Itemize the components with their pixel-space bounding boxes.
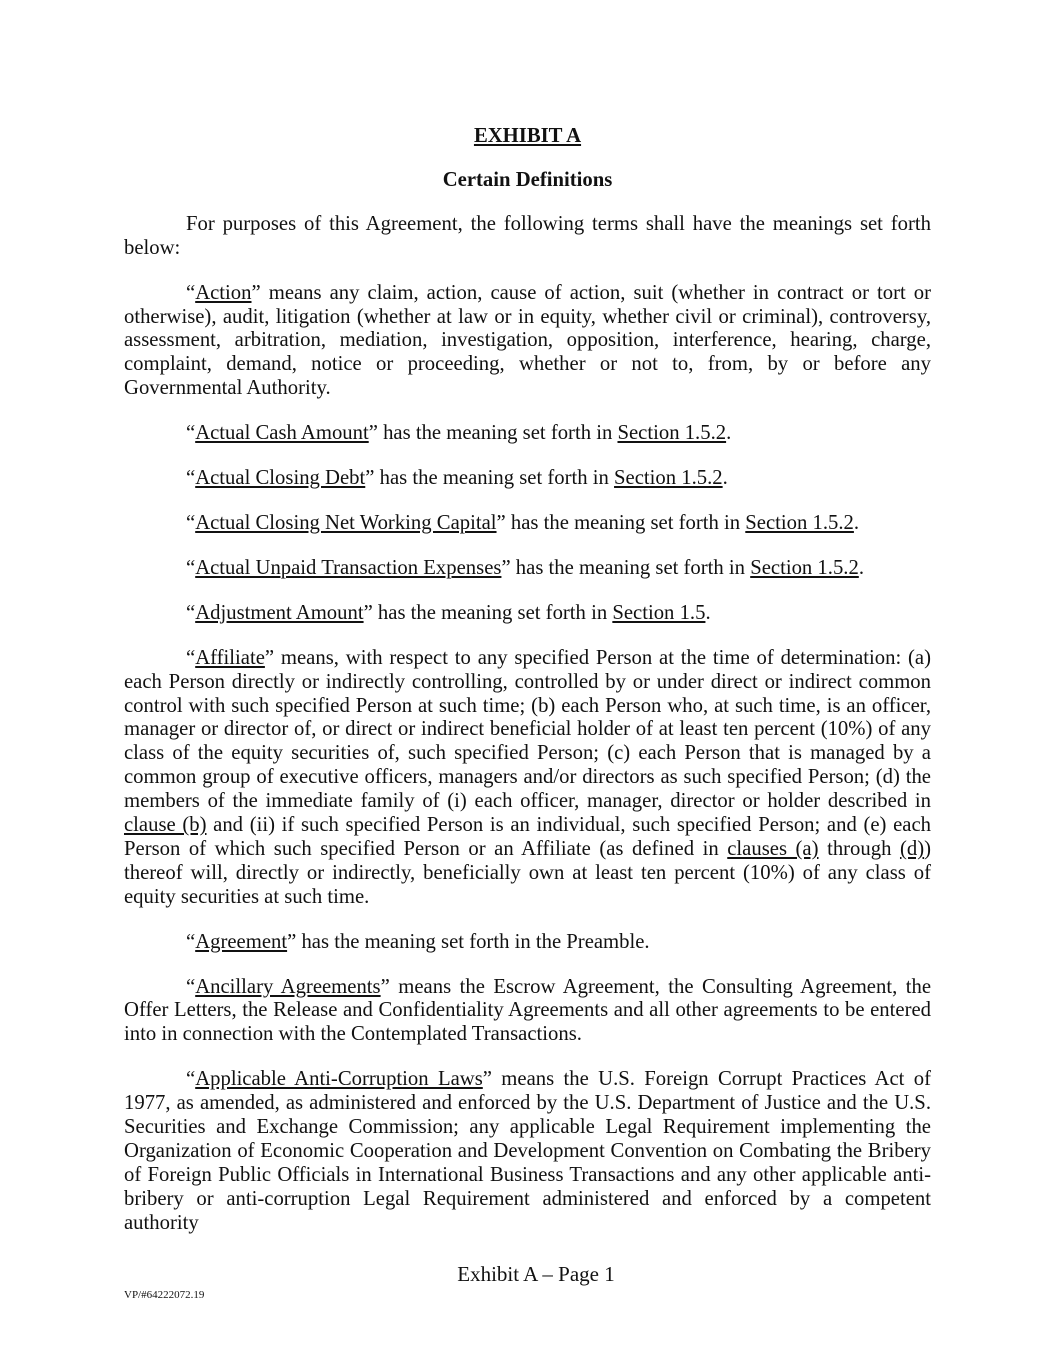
defined-term-reference: Section 1.5 [612,601,706,624]
paragraph-text: “ [186,511,196,534]
paragraph-text: “ [186,975,196,998]
defined-term-reference: (d) [899,837,925,860]
paragraph-text: ” has the meaning set forth in [363,601,613,624]
defined-term-reference: Applicable Anti-Corruption Laws [195,1068,483,1091]
document-body [124,125,931,1257]
paragraph-text: “ [186,1068,196,1091]
definition-paragraph [124,512,931,536]
paragraph-text: through [818,837,900,860]
paragraph-text: For purposes of this Agreement, the following terms shall have the meanings set forth below: [124,212,931,259]
defined-term-reference: Section 1.5.2 [750,556,859,579]
defined-term-reference: clause (b) [124,814,207,837]
defined-term-reference: Ancillary Agreements [195,975,381,998]
paragraph-text: ” means, with respect to any specified Person at the time of determination: (a) each Person directly or indirectly controlling, controlled by or under direct or indirect common control with such specified Person at such time; (b) each Person who, at such time, is an officer, manager or director of, or direct or indirect beneficial holder of at least ten percent (10%) of any class of the equity securities of, such specified Person; (c) each Person that is managed by a common group of executive officers, managers and/or directors as such specified Person; (d) the members of the immediate family of (i) each officer, manager, director or holder described in [124,646,931,813]
definition-paragraph [124,1068,931,1235]
defined-term-reference: Affiliate [195,646,265,669]
paragraph-text: . [853,511,860,534]
defined-term-reference: Action [195,281,252,304]
paragraph-text: ” has the meaning set forth in [368,422,618,445]
definition-paragraph [124,976,931,1048]
paragraph-text: ” has the meaning set forth in [501,556,751,579]
paragraph-text: “ [186,601,196,624]
paragraph-text: “ [186,646,196,669]
paragraph-text: “ [186,556,196,579]
paragraph-text: “ [186,930,196,953]
paragraph-text: . [705,601,711,624]
paragraph-text: ” has the meaning set forth in [496,511,746,534]
paragraph-text: ” means any claim, action, cause of action, suit (whether in contract or tort or otherwise), audit, litigation (whether at law or in equity, whether civil or criminal), controversy, assessment, arbitration, mediation, investigation, opposition, interference, hearing, charge, complaint, demand, notice or proceeding, whether or not to, from, by or before any Governmental Authority. [124,281,931,400]
definition-paragraph [124,647,931,910]
definition-paragraph [124,467,931,491]
definition-paragraph [124,282,931,402]
definition-paragraph [124,931,931,955]
paragraph-text: ” has the meaning set forth in the Preamble. [287,930,650,953]
defined-term-reference: clauses (a) [727,837,819,860]
defined-term-reference: Actual Closing Net Working Capital [195,511,497,534]
paragraph-text: “ [186,467,196,490]
defined-term-reference: Agreement [195,930,288,953]
paragraph-text: “ [186,422,196,445]
definition-paragraph [124,557,931,581]
page-footer: Exhibit A – Page 1 [457,1262,615,1286]
paragraph-text: and (ii) if such specified Person is an individual, such specified Person; and (e) each Person of which such specified Person or an Affiliate (as defined in [124,814,931,860]
definition-paragraph [124,602,931,626]
defined-term-reference: Section 1.5.2 [745,511,854,534]
paragraph-text: . [722,467,728,490]
document-id: VP/#64222072.19 [124,1289,205,1301]
definition-paragraph [124,422,931,446]
defined-term-reference: Adjustment Amount [195,601,364,624]
paragraph-text: ” has the meaning set forth in [365,467,615,490]
defined-term-reference: Actual Unpaid Transaction Expenses [195,556,502,579]
defined-term-reference: Actual Cash Amount [195,422,369,445]
defined-term-reference: Section 1.5.2 [614,467,723,490]
paragraph-text: “ [186,281,196,304]
paragraph-text: . [858,556,864,579]
defined-term-reference: Section 1.5.2 [617,422,727,445]
paragraph-text: ” means the U.S. Foreign Corrupt Practices Act of 1977, as amended, as administered and enforced by the U.S. Department of Justice and the U.S. Securities and Exchange Commission; any applicable Legal Requirement implementing the Organization of Economic Cooperation and Development Convention on Combating the Bribery of Foreign Public Officials in International Business Transactions and any other applicable anti-bribery or anti-corruption Legal Requirement administered and enforced by a competent authority [124,1068,932,1234]
paragraph-text: ” means the Escrow Agreement, the Consulting Agreement, the Offer Letters, the Release and Confidentiality Agreements and all other agreements to be entered into in connection with the Contemplated Transactions. [124,975,931,1046]
paragraph-text: ) thereof will, directly or indirectly, beneficially own at least ten percent (10%) of any class of equity securities at such time. [124,837,931,908]
exhibit-title: EXHIBIT A [473,125,582,147]
paragraph-text: . [726,422,732,445]
defined-term-reference: Actual Closing Debt [195,467,366,490]
definitions-list [124,213,931,1236]
intro-paragraph [124,213,931,261]
section-subtitle: Certain Definitions [442,168,613,191]
